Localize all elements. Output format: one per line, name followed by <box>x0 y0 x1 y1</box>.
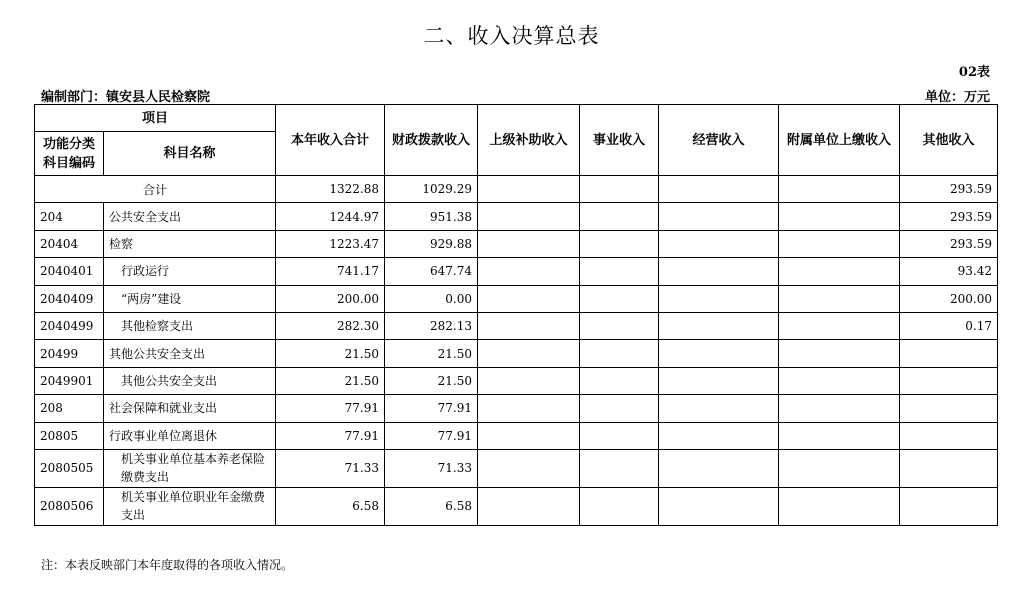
table-row <box>35 367 998 394</box>
row-cell-operating <box>659 285 779 312</box>
row-cell-affiliated <box>779 449 900 487</box>
row-cell-total: 1244.97 <box>276 203 385 230</box>
header-operating: 经营收入 <box>659 105 779 176</box>
total-cell-superior <box>478 176 580 203</box>
row-cell-other <box>900 367 998 394</box>
row-cell-business <box>580 395 659 422</box>
row-code: 2040409 <box>35 285 104 312</box>
row-code: 2040499 <box>35 312 104 339</box>
total-cell-total: 1322.88 <box>276 176 385 203</box>
row-name-text: 机关事业单位基本养老保险缴费支出 <box>121 452 266 485</box>
row-cell-superior <box>478 449 580 487</box>
total-cell-other: 293.59 <box>900 176 998 203</box>
row-cell-total: 1223.47 <box>276 230 385 257</box>
row-cell-affiliated <box>779 487 900 525</box>
row-cell-operating <box>659 449 779 487</box>
row-cell-business <box>580 487 659 525</box>
row-cell-fiscal: 71.33 <box>385 449 478 487</box>
row-cell-superior <box>478 487 580 525</box>
header-code-line1: 功能分类 <box>42 136 95 152</box>
row-name-text: “两房”建设 <box>121 291 182 306</box>
row-name <box>104 449 276 487</box>
row-cell-total: 77.91 <box>276 422 385 449</box>
row-name-text: 其他公共安全支出 <box>109 346 206 361</box>
row-cell-total: 6.58 <box>276 487 385 525</box>
row-cell-superior <box>478 285 580 312</box>
row-cell-other <box>900 487 998 525</box>
row-cell-superior <box>478 312 580 339</box>
table-row <box>35 258 998 285</box>
row-cell-superior <box>478 367 580 394</box>
row-cell-business <box>580 422 659 449</box>
row-name <box>104 422 276 449</box>
row-cell-affiliated <box>779 340 900 367</box>
row-cell-fiscal: 929.88 <box>385 230 478 257</box>
row-cell-business <box>580 203 659 230</box>
row-cell-business <box>580 312 659 339</box>
row-name-text: 行政运行 <box>121 264 170 279</box>
table-row <box>35 487 998 525</box>
row-cell-superior <box>478 340 580 367</box>
row-cell-fiscal: 647.74 <box>385 258 478 285</box>
row-cell-fiscal: 77.91 <box>385 422 478 449</box>
row-cell-operating <box>659 203 779 230</box>
header-item: 项目 <box>35 105 276 132</box>
row-cell-business <box>580 285 659 312</box>
row-cell-fiscal: 77.91 <box>385 395 478 422</box>
row-cell-business <box>580 367 659 394</box>
row-name <box>104 258 276 285</box>
row-cell-superior <box>478 422 580 449</box>
row-name <box>104 230 276 257</box>
row-cell-operating <box>659 395 779 422</box>
row-cell-operating <box>659 487 779 525</box>
row-cell-affiliated <box>779 230 900 257</box>
row-name <box>104 285 276 312</box>
row-cell-operating <box>659 422 779 449</box>
total-cell-business <box>580 176 659 203</box>
row-name-text: 社会保障和就业支出 <box>109 401 218 416</box>
header-superior: 上级补助收入 <box>478 105 580 176</box>
row-code: 2049901 <box>35 367 104 394</box>
row-cell-fiscal: 951.38 <box>385 203 478 230</box>
row-cell-affiliated <box>779 367 900 394</box>
row-cell-total: 741.17 <box>276 258 385 285</box>
row-cell-operating <box>659 340 779 367</box>
row-cell-fiscal: 0.00 <box>385 285 478 312</box>
row-name <box>104 395 276 422</box>
row-name <box>104 487 276 525</box>
row-name <box>104 312 276 339</box>
row-name <box>104 367 276 394</box>
row-cell-total: 282.30 <box>276 312 385 339</box>
row-cell-other: 0.17 <box>900 312 998 339</box>
header-fiscal: 财政拨款收入 <box>385 105 478 176</box>
row-cell-affiliated <box>779 312 900 339</box>
row-code: 2080505 <box>35 449 104 487</box>
department-label: 编制部门：镇安县人民检察院 <box>41 90 211 105</box>
row-name-text: 其他检察支出 <box>121 319 194 334</box>
row-cell-affiliated <box>779 422 900 449</box>
row-cell-total: 21.50 <box>276 367 385 394</box>
row-cell-other: 293.59 <box>900 203 998 230</box>
row-cell-total: 77.91 <box>276 395 385 422</box>
row-code: 2080506 <box>35 487 104 525</box>
row-name-text: 其他公共安全支出 <box>121 373 218 388</box>
row-name <box>104 203 276 230</box>
row-cell-other <box>900 449 998 487</box>
table-row <box>35 395 998 422</box>
row-cell-total: 71.33 <box>276 449 385 487</box>
table-row <box>35 203 998 230</box>
total-cell-operating <box>659 176 779 203</box>
header-code <box>35 132 104 176</box>
row-cell-superior <box>478 203 580 230</box>
row-cell-superior <box>478 395 580 422</box>
table-row <box>35 230 998 257</box>
row-cell-operating <box>659 367 779 394</box>
header-business: 事业收入 <box>580 105 659 176</box>
row-cell-other: 293.59 <box>900 230 998 257</box>
row-cell-other: 93.42 <box>900 258 998 285</box>
total-cell-affiliated <box>779 176 900 203</box>
row-name-text: 行政事业单位离退休 <box>109 428 218 443</box>
row-cell-total: 21.50 <box>276 340 385 367</box>
row-cell-other <box>900 395 998 422</box>
header-code-line2: 科目编码 <box>42 155 95 171</box>
page-title: 二、收入决算总表 <box>423 24 600 48</box>
table-row <box>35 312 998 339</box>
table-row <box>35 449 998 487</box>
row-code: 208 <box>35 395 104 422</box>
row-code: 20499 <box>35 340 104 367</box>
row-name-text: 公共安全支出 <box>109 209 182 224</box>
row-cell-other <box>900 422 998 449</box>
table-row <box>35 285 998 312</box>
header-name: 科目名称 <box>104 132 276 176</box>
row-cell-fiscal: 21.50 <box>385 340 478 367</box>
row-cell-affiliated <box>779 285 900 312</box>
row-cell-superior <box>478 258 580 285</box>
row-cell-fiscal: 282.13 <box>385 312 478 339</box>
row-cell-total: 200.00 <box>276 285 385 312</box>
row-code: 20404 <box>35 230 104 257</box>
header-total: 本年收入合计 <box>276 105 385 176</box>
row-name-text: 机关事业单位职业年金缴费支出 <box>121 490 266 523</box>
row-cell-affiliated <box>779 203 900 230</box>
row-cell-operating <box>659 312 779 339</box>
header-affiliated: 附属单位上缴收入 <box>779 105 900 176</box>
row-cell-affiliated <box>779 258 900 285</box>
row-cell-other <box>900 340 998 367</box>
footnote: 注：本表反映部门本年度取得的各项收入情况。 <box>41 558 294 572</box>
row-cell-other: 200.00 <box>900 285 998 312</box>
row-cell-operating <box>659 230 779 257</box>
row-cell-operating <box>659 258 779 285</box>
row-cell-business <box>580 230 659 257</box>
row-cell-business <box>580 258 659 285</box>
row-cell-business <box>580 449 659 487</box>
row-name <box>104 340 276 367</box>
table-row <box>35 422 998 449</box>
unit-label: 单位：万元 <box>924 90 990 105</box>
row-cell-business <box>580 340 659 367</box>
row-code: 204 <box>35 203 104 230</box>
row-cell-affiliated <box>779 395 900 422</box>
table-number: 02表 <box>958 65 990 80</box>
row-cell-fiscal: 21.50 <box>385 367 478 394</box>
income-summary-table <box>34 104 998 526</box>
total-cell-fiscal: 1029.29 <box>385 176 478 203</box>
row-code: 20805 <box>35 422 104 449</box>
row-name-text: 检察 <box>109 236 134 251</box>
header-other: 其他收入 <box>900 105 998 176</box>
total-label: 合计 <box>35 176 276 203</box>
table-row <box>35 340 998 367</box>
row-cell-superior <box>478 230 580 257</box>
row-code: 2040401 <box>35 258 104 285</box>
row-cell-fiscal: 6.58 <box>385 487 478 525</box>
total-row <box>35 176 998 203</box>
